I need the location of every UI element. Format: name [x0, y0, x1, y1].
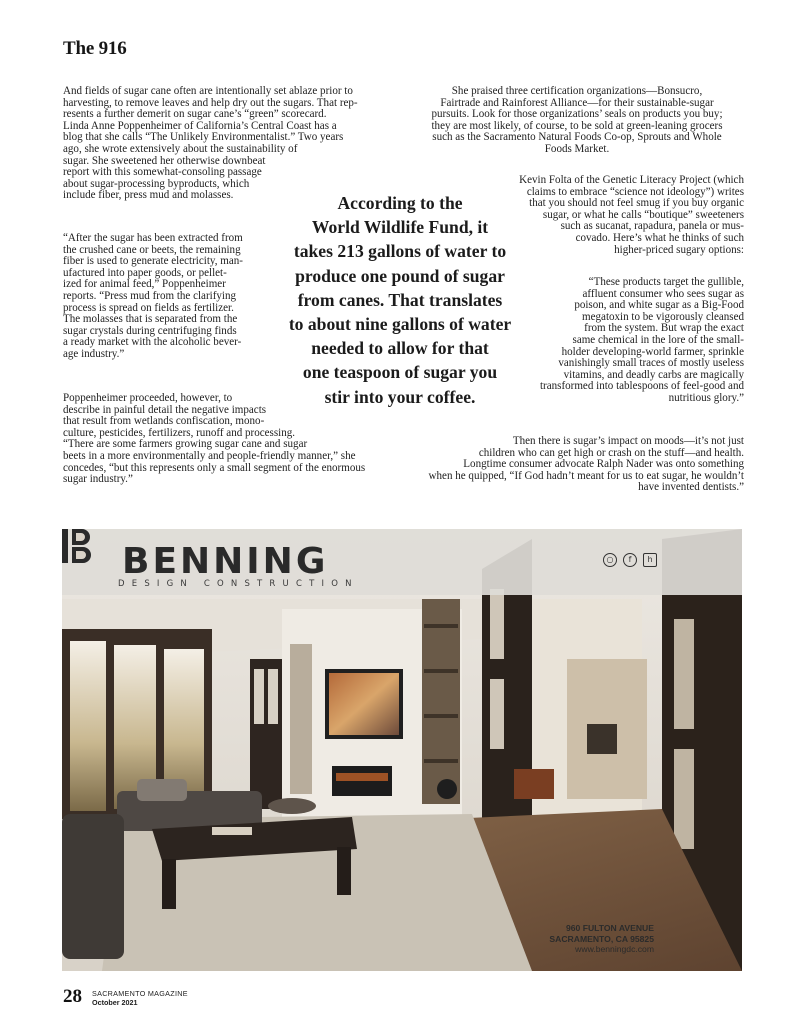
text-line: resents a further demerit on sugar cane’s “green” scorecard. — [63, 108, 327, 121]
page-number: 28 — [63, 986, 82, 1007]
text-line: process is spread on fields as fertilizer. — [63, 301, 234, 314]
text-line: Longtime consumer advocate Ralph Nader was onto something — [463, 458, 744, 471]
text-line: ago, she wrote extensively about the sustainability of — [63, 142, 298, 155]
text-line: She praised three certification organizations—Bonsucro, — [451, 85, 703, 97]
text-line: beets in a more environmentally and people-friendly manner,” she — [63, 449, 356, 462]
text-line: same chemical in the lore of the small- — [572, 333, 744, 346]
ad-address — [549, 923, 654, 955]
text-line: culture, pesticides, fertilizers, runoff and processing. — [63, 426, 296, 439]
text-line: Poppenheimer proceeded, however, to — [63, 392, 233, 404]
section-title: The 916 — [63, 38, 127, 59]
text-line: sugar. She sweetened her otherwise downbeat — [63, 154, 266, 167]
text-line: nutritious glory.” — [668, 391, 744, 404]
text-line: such as sucanat, rapadura, panela or mus- — [560, 220, 744, 233]
text-line: fiber is used to generate electricity, man- — [63, 255, 243, 268]
left-col-quote — [63, 233, 243, 361]
text-line: blog that she calls “The Unlikely Environmentalist.” Two years — [63, 131, 344, 144]
benning-advertisement[interactable] — [62, 529, 742, 971]
text-line: affluent consumer who sees sugar as — [582, 287, 744, 300]
text-line: vanishingly small traces of mostly useless — [558, 357, 744, 370]
right-col-quote — [540, 277, 744, 405]
benning-b-monogram-icon — [62, 529, 92, 563]
text-line: the crushed cane or beets, the remaining — [63, 243, 241, 256]
text-line: stir into your coffee. — [324, 386, 476, 407]
text-line: age industry.” — [63, 347, 125, 360]
text-line: vitamins, and deadly carbs are magically — [563, 368, 744, 381]
text-line: that result from wetlands confiscation, mono- — [63, 415, 265, 428]
text-line: that you should not feel smug if you buy organic — [529, 197, 744, 210]
text-line: “After the sugar has been extracted from — [63, 232, 243, 244]
text-line: include fiber, press mud and molasses. — [63, 189, 234, 202]
issue-date: October 2021 — [92, 998, 138, 1007]
benning-logo: BENNING — [122, 541, 329, 582]
instagram-icon[interactable]: ○ — [603, 553, 617, 567]
text-line: sugar crystals during centrifuging finds — [63, 324, 237, 337]
text-line: World Wildlife Fund, it — [311, 217, 489, 238]
text-line: harvesting, to remove leaves and help dry out the sugars. That rep- — [63, 96, 358, 109]
facebook-icon[interactable]: f — [623, 553, 637, 567]
text-line: “These products target the gullible, — [588, 276, 744, 288]
text-line: from the system. But wrap the exact — [584, 322, 744, 335]
text-line: one teaspoon of sugar you — [302, 362, 498, 383]
text-line: poison, and white sugar as a Big-Food — [574, 299, 744, 312]
text-line: to about nine gallons of water — [288, 314, 512, 335]
text-line: Foods Market. — [544, 142, 610, 155]
text-line: covado. Here’s what he thinks of such — [575, 231, 744, 244]
text-line: pursuits. Look for those organizations’ seals on products you buy; — [431, 108, 723, 121]
text-line: they are most likely, of course, to be sold at green-leaning grocers — [431, 119, 723, 132]
pull-quote — [272, 191, 528, 409]
text-line: have invented dentists.” — [638, 481, 744, 494]
text-line: holder developing-world farmer, sprinkle — [561, 345, 744, 358]
text-line: Fairtrade and Rainforest Alliance—for their sustainable-sugar — [440, 96, 714, 109]
ad-website-link[interactable]: www.benningdc.com — [575, 944, 654, 955]
right-col-top — [410, 86, 744, 156]
ad-address-line: 960 FULTON AVENUE — [565, 923, 654, 934]
text-line: Linda Anne Poppenheimer of California’s Central Coast has a — [63, 119, 337, 132]
text-line: Then there is sugar’s impact on moods—it’s not just — [512, 435, 744, 447]
left-col-top — [63, 86, 358, 202]
text-line: sugar, or what he calls “boutique” sweeteners — [542, 208, 744, 221]
text-line: ized for animal feed,” Poppenheimer — [63, 278, 226, 291]
text-line: when he quipped, “If God hadn’t meant for us to eat sugar, he wouldn’t — [428, 469, 744, 482]
text-line: And fields of sugar cane often are intentionally set ablaze prior to — [63, 85, 353, 97]
right-col-mid — [519, 175, 744, 256]
text-line: report with this somewhat-consoling passage — [63, 166, 262, 179]
magazine-name: SACRAMENTO MAGAZINE — [92, 989, 188, 998]
text-line: about sugar-processing byproducts, which — [63, 177, 250, 190]
text-line: children who can get high or crash on the stuff—and health. — [478, 446, 744, 459]
text-line: claims to embrace “science not ideology”) writes — [526, 185, 744, 198]
text-line: megatoxin to be vigorously cleansed — [582, 310, 744, 323]
text-line: describe in painful detail the negative impacts — [63, 403, 267, 416]
text-line: from canes. That translates — [297, 289, 503, 310]
ad-photo-living-room — [62, 529, 742, 971]
text-line: such as the Sacramento Natural Foods Co-op, Sprouts and Whole — [432, 131, 722, 144]
text-line: The molasses that is separated from the — [63, 313, 238, 326]
right-col-bottom — [429, 436, 744, 494]
text-line: higher-priced sugary options: — [614, 243, 744, 256]
text-line: needed to allow for that — [311, 338, 489, 359]
text-line: produce one pound of sugar — [295, 265, 505, 286]
text-line: “There are some farmers growing sugar cane and sugar — [63, 438, 308, 451]
text-line: a ready market with the alcoholic bever- — [63, 336, 242, 349]
text-line: reports. “Press mud from the clarifying — [63, 289, 237, 302]
text-line: sugar industry.” — [63, 473, 133, 486]
houzz-icon[interactable]: h — [643, 553, 657, 567]
text-line: takes 213 gallons of water to — [293, 241, 507, 262]
ad-header-band — [62, 529, 742, 595]
text-line: Kevin Folta of the Genetic Literacy Project (which — [519, 174, 744, 186]
text-line: ufactured into paper goods, or pellet- — [63, 266, 227, 279]
text-line: concedes, “but this represents only a small segment of the enormous — [63, 461, 366, 474]
ad-address-line: SACRAMENTO, CA 95825 — [549, 933, 654, 944]
benning-tagline: DESIGN CONSTRUCTION — [118, 579, 359, 589]
text-line: transformed into tablespoons of feel-good and — [539, 380, 744, 393]
text-line: According to the — [337, 193, 463, 213]
